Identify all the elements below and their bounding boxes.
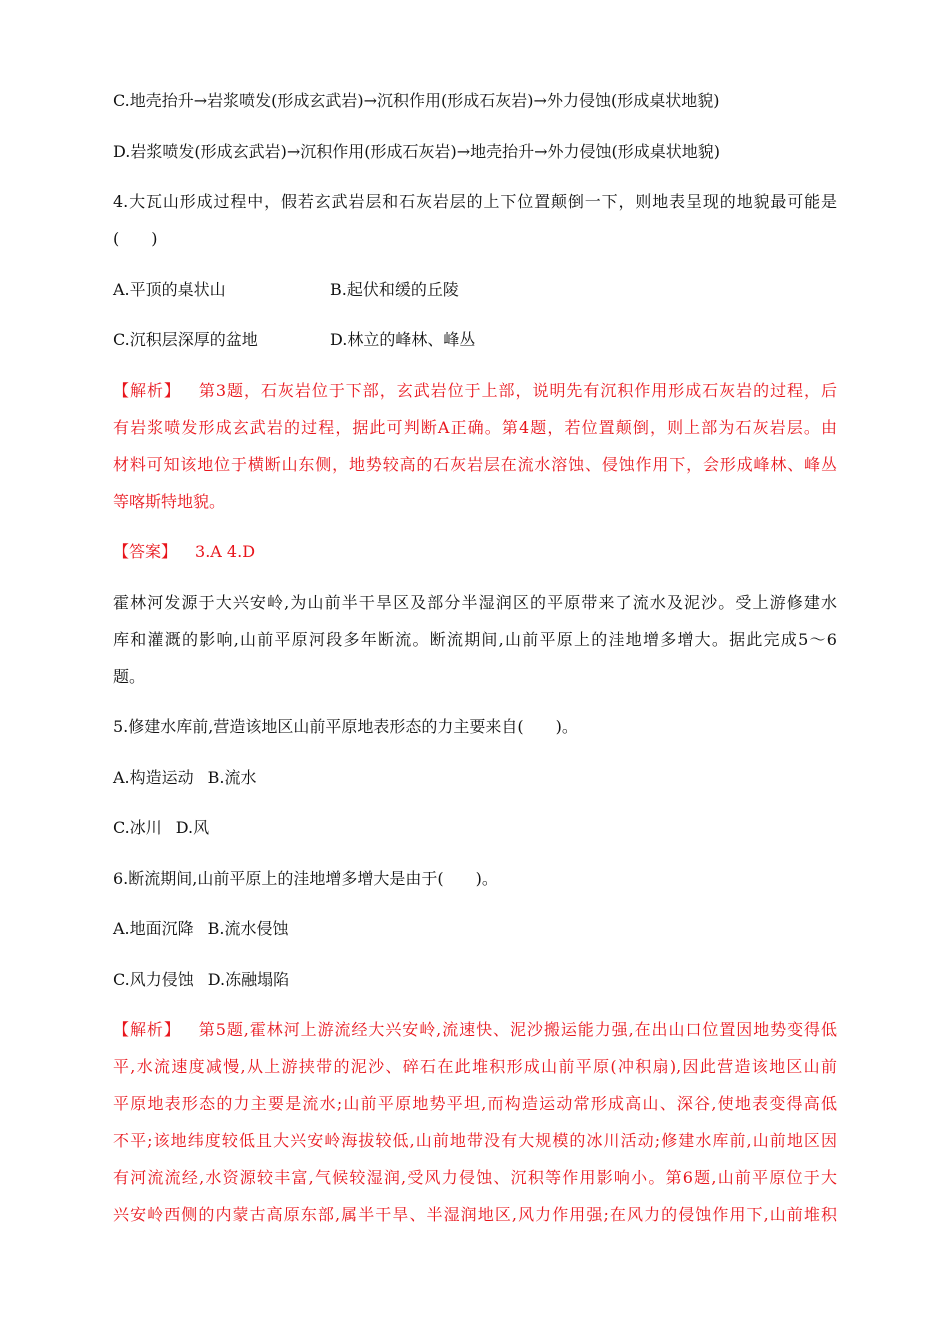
analysis-line: 不平;该地纬度较低且大兴安岭海拔较低,山前地带没有大规模的冰川活动;修建水库前,山前地区因 bbox=[113, 1131, 837, 1150]
analysis-line: 平,水流速度减慢,从上游挟带的泥沙、碎石在此堆积形成山前平原(冲积扇),因此营造该地区山前 bbox=[113, 1057, 837, 1076]
analysis-tag: 【解析】 bbox=[113, 380, 181, 400]
analysis-text: 第3题，石灰岩位于下部，玄武岩位于上部，说明先有沉积作用形成石灰岩的过程，后 bbox=[198, 380, 837, 400]
answer-tag: 【答案】 bbox=[113, 542, 178, 561]
option-d: D.风 bbox=[175, 818, 210, 837]
option-b: B.流水侵蚀 bbox=[207, 919, 289, 938]
analysis-line: 有河流流经,水资源较丰富,气候较湿润,受风力侵蚀、沉积等作用影响小。第6题,山前平原位于大 bbox=[113, 1168, 837, 1187]
analysis-line: 兴安岭西侧的内蒙古高原东部,属半干旱、半湿润地区,风力作用强;在风力的侵蚀作用下,山前堆积 bbox=[113, 1205, 837, 1224]
analysis-3-4 bbox=[113, 372, 837, 520]
option-b: B.起伏和缓的丘陵 bbox=[330, 279, 459, 299]
answer-text: 3.A 4.D bbox=[195, 542, 256, 561]
option-c: C.冰川 bbox=[113, 818, 162, 837]
option-b: B.流水 bbox=[207, 767, 257, 787]
option-a: A.平顶的桌状山 bbox=[113, 279, 226, 299]
question-stem: 6.断流期间,山前平原上的洼地增多增大是由于( )。 bbox=[113, 868, 498, 888]
answer-blank: ( ) bbox=[113, 229, 158, 248]
analysis-tag: 【解析】 bbox=[113, 1020, 181, 1039]
q4-options-row-2 bbox=[113, 321, 837, 358]
q3-option-d bbox=[113, 133, 837, 170]
option-d: D.林立的峰林、峰丛 bbox=[330, 330, 476, 349]
q6-options-row-2 bbox=[113, 961, 837, 998]
option-text: C.地壳抬升→岩浆喷发(形成玄武岩)→沉积作用(形成石灰岩)→外力侵蚀(形成桌状地貌) bbox=[113, 91, 720, 110]
analysis-text: 第5题,霍林河上游流经大兴安岭,流速快、泥沙搬运能力强,在出山口位置因地势变得低 bbox=[198, 1020, 837, 1039]
q3-option-c bbox=[113, 82, 837, 119]
option-a: A.地面沉降 bbox=[113, 919, 194, 938]
question-5 bbox=[113, 708, 837, 745]
material-line: 库和灌溉的影响,山前平原河段多年断流。断流期间,山前平原上的洼地增多增大。据此完成5～6 bbox=[113, 629, 837, 649]
material-paragraph bbox=[113, 584, 837, 695]
question-6 bbox=[113, 860, 837, 897]
analysis-5-6 bbox=[113, 1011, 837, 1233]
material-line: 霍林河发源于大兴安岭,为山前半干旱区及部分半湿润区的平原带来了流水及泥沙。受上游修建水 bbox=[113, 592, 837, 612]
option-text: D.岩浆喷发(形成玄武岩)→沉积作用(形成石灰岩)→地壳抬升→外力侵蚀(形成桌状地貌) bbox=[113, 141, 721, 161]
analysis-line: 材料可知该地位于横断山东侧，地势较高的石灰岩层在流水溶蚀、侵蚀作用下，会形成峰林、峰丛 bbox=[113, 454, 837, 474]
question-stem: 5.修建水库前,营造该地区山前平原地表形态的力主要来自( )。 bbox=[113, 717, 578, 736]
q5-options-row-1 bbox=[113, 759, 837, 796]
q6-options-row-1 bbox=[113, 910, 837, 947]
document-page bbox=[113, 82, 837, 1247]
option-a: A.构造运动 bbox=[113, 767, 194, 787]
option-c: C.沉积层深厚的盆地 bbox=[113, 330, 258, 349]
material-line: 题。 bbox=[113, 666, 146, 686]
answer-line bbox=[113, 533, 837, 570]
analysis-line: 平原地表形态的力主要是流水;山前平原地势平坦,而构造运动常形成高山、深谷,使地表变得高低 bbox=[113, 1094, 837, 1113]
analysis-line bbox=[113, 372, 837, 409]
question-4 bbox=[113, 183, 837, 257]
question-stem: 4.大瓦山形成过程中，假若玄武岩层和石灰岩层的上下位置颠倒一下，则地表呈现的地貌最可能是 bbox=[113, 192, 837, 211]
analysis-line bbox=[113, 1011, 837, 1048]
analysis-line: 等喀斯特地貌。 bbox=[113, 491, 226, 511]
q4-options-row-1 bbox=[113, 271, 837, 308]
option-c: C.风力侵蚀 bbox=[113, 969, 194, 989]
q5-options-row-2 bbox=[113, 809, 837, 846]
option-d: D.冻融塌陷 bbox=[207, 969, 290, 989]
analysis-line: 有岩浆喷发形成玄武岩的过程，据此可判断A正确。第4题，若位置颠倒，则上部为石灰岩层。由 bbox=[113, 417, 837, 437]
answer-3-4 bbox=[113, 533, 837, 570]
